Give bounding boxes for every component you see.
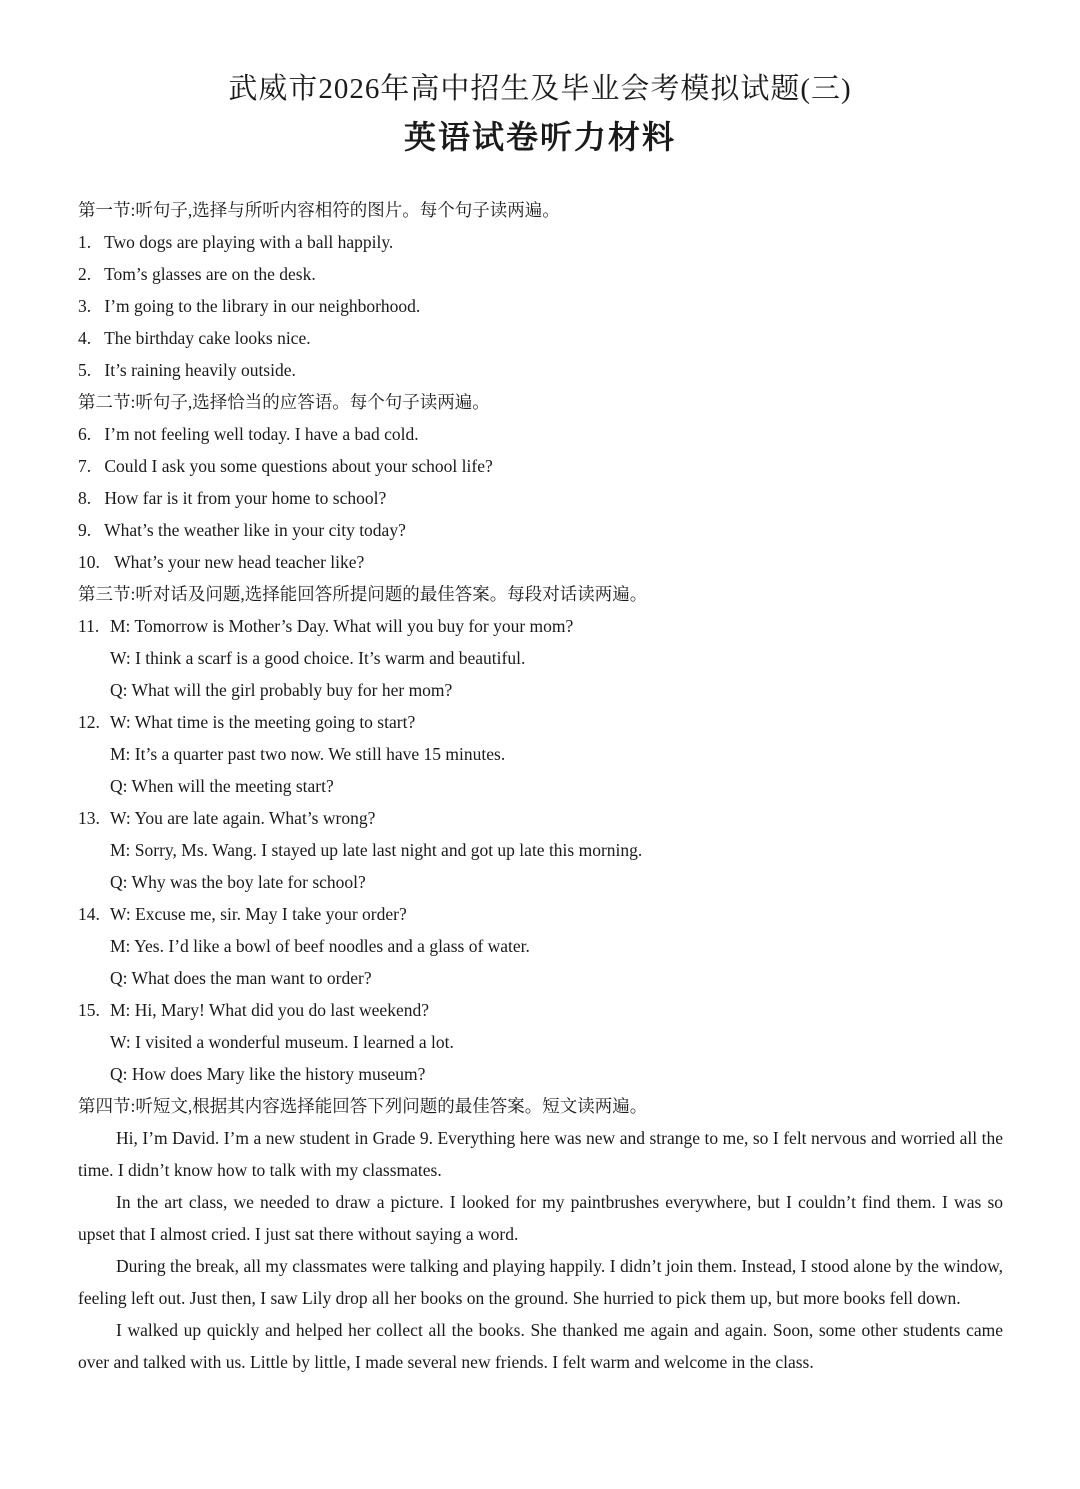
list-item: 8. How far is it from your home to school? (78, 488, 387, 508)
dialogue-question: Q: Why was the boy late for school? (110, 872, 366, 892)
dialogue-question: Q: What does the man want to order? (110, 968, 372, 988)
dialogue-line: M: Yes. I’d like a bowl of beef noodles and a glass of water. (110, 936, 530, 956)
section1-heading: 第一节:听句子,选择与所听内容相符的图片。每个句子读两遍。 (78, 200, 560, 220)
list-item: 7. Could I ask you some questions about your school life? (78, 456, 493, 476)
section4-heading: 第四节:听短文,根据其内容选择能回答下列问题的最佳答案。短文读两遍。 (78, 1096, 648, 1116)
dialogue-question: Q: What will the girl probably buy for her mom? (110, 680, 453, 700)
list-item: 10. What’s your new head teacher like? (78, 552, 365, 572)
dialogue-question: Q: How does Mary like the history museum? (110, 1064, 426, 1084)
dialogue-line: 13. W: You are late again. What’s wrong? (78, 808, 376, 828)
list-item: 4. The birthday cake looks nice. (78, 328, 311, 348)
list-item: 1. Two dogs are playing with a ball happily. (78, 232, 394, 252)
dialogue-question: Q: When will the meeting start? (110, 776, 334, 796)
exam-subtitle: 英语试卷听力材料 (403, 119, 676, 155)
section3-heading: 第三节:听对话及问题,选择能回答所提问题的最佳答案。每段对话读两遍。 (78, 584, 648, 604)
dialogue-line: 12. W: What time is the meeting going to start? (78, 712, 416, 732)
dialogue-line: M: It’s a quarter past two now. We still have 15 minutes. (110, 744, 506, 764)
passage-paragraph: Hi, I’m David. I’m a new student in Grade 9. Everything here was new and strange to me, so I felt nervous and worried all the time. I didn’t know how to talk with my classmates. (78, 1128, 1003, 1180)
dialogue-line: 15. M: Hi, Mary! What did you do last weekend? (78, 1000, 429, 1020)
passage-paragraph: During the break, all my classmates were talking and playing happily. I didn’t join them. Instead, I stood alone by the window, feeling left out. Just then, I saw Lily drop all her books on the ground. She hurried to pick them up, but more books fell down. (78, 1256, 1003, 1308)
list-item: 5. It’s raining heavily outside. (78, 360, 296, 380)
dialogue-line: M: Sorry, Ms. Wang. I stayed up late last night and got up late this morning. (110, 840, 643, 860)
list-item: 9. What’s the weather like in your city today? (78, 520, 406, 540)
listening-material (78, 194, 1003, 1378)
list-item: 6. I’m not feeling well today. I have a bad cold. (78, 424, 419, 444)
dialogue-line: W: I visited a wonderful museum. I learned a lot. (110, 1032, 454, 1052)
passage-paragraph: I walked up quickly and helped her collect all the books. She thanked me again and again. Soon, some other students came over and talked with us. Little by little, I made several new friends. I felt warm and welcome in the class. (78, 1320, 1003, 1372)
list-item: 3. I’m going to the library in our neighborhood. (78, 296, 421, 316)
list-item: 2. Tom’s glasses are on the desk. (78, 264, 316, 284)
dialogue-line: 14. W: Excuse me, sir. May I take your order? (78, 904, 407, 924)
section2-heading: 第二节:听句子,选择恰当的应答语。每个句子读两遍。 (78, 392, 490, 412)
dialogue-line: 11. M: Tomorrow is Mother’s Day. What will you buy for your mom? (78, 616, 574, 636)
dialogue-line: W: I think a scarf is a good choice. It’s warm and beautiful. (110, 648, 526, 668)
passage-paragraph: In the art class, we needed to draw a picture. I looked for my paintbrushes everywhere, but I couldn’t find them. I was so upset that I almost cried. I just sat there without saying a word. (78, 1192, 1003, 1244)
exam-title: 武威市2026年高中招生及毕业会考模拟试题(三) (228, 73, 852, 105)
